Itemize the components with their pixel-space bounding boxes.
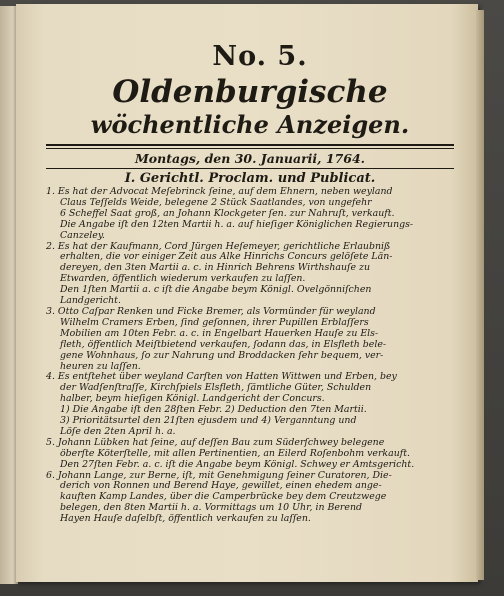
notice-line: 6. Johann Lange, zur Berne, iſt, mit Genehmigung ſeiner Curatoren, Die-: [46, 470, 392, 481]
masthead-title: Oldenburgische: [112, 74, 388, 110]
notice-entry: [46, 372, 454, 437]
notice-entry: [46, 307, 454, 372]
notice-line: 3. Otto Caſpar Renken und Ficke Bremer, als Vormünder für weyland: [46, 306, 376, 317]
notice-entry: [46, 471, 454, 526]
notice-line: Mobilien am 10ten Febr. a. c. in Engelbart Hauerken Hauſe zu Els-: [60, 328, 379, 339]
notice-line: Den 27ſten Febr. a. c. iſt die Angabe beym Königl. Schwey er Amtsgericht.: [60, 459, 415, 470]
notice-line: Canzeley.: [60, 230, 105, 241]
dateline-rule: [46, 168, 454, 169]
issue-number: No. 5.: [212, 41, 308, 72]
notice-line: 4. Es entſtehet über weyland Carſten von Hatten Wittwen und Erben, bey: [46, 372, 397, 383]
masthead-subtitle: wöchentliche Anzeigen.: [90, 110, 410, 139]
notice-entry: [46, 187, 454, 242]
notice-line: 2. Es hat der Kaufmann, Cord Jürgen Heſemeyer, gerichtliche Erlaubniß: [46, 241, 391, 252]
notice-line: öberſte Köterſtelle, mit allen Pertinentien, an Eilerd Roſenbohm verkauft.: [60, 448, 410, 459]
section-title: I. Gerichtl. Proclam. und Publicat.: [124, 171, 376, 186]
notice-line: 1) Die Angabe iſt den 28ſten Febr. 2) Deduction den 7ten Martii.: [60, 405, 367, 416]
notice-list: [46, 187, 454, 525]
notice-line: Hayen Hauſe daſelbſt, öffentlich verkaufen zu laſſen.: [60, 514, 311, 525]
notice-line: 5. Johann Lübken hat ſeine, auf deſſen Bau zum Süderſchwey belegene: [46, 437, 385, 448]
notice-line: Landgericht.: [60, 296, 121, 307]
notice-line: gene Wohnhaus, ſo zur Nahrung und Broddacken ſehr bequem, ver-: [60, 350, 384, 361]
notice-line: derich von Ronnen und Berend Haye, gewillet, einen ehedem ange-: [60, 481, 382, 492]
notice-line: dereyen, den 3ten Martii a. c. in Hinrich Behrens Wirthshauſe zu: [60, 263, 370, 274]
notice-line: belegen, den 8ten Martii h. a. Vormittags um 10 Uhr, in Berend: [60, 503, 362, 514]
notice-line: kauften Kamp Landes, über die Camperbrücke bey dem Creutzwege: [60, 492, 387, 503]
page-edge: [476, 10, 484, 580]
notice-line: 1. Es hat der Advocat Meſebrinck ſeine, auf dem Ehnern, neben weyland: [46, 187, 393, 197]
notice-line: 3) Prioritätsurtel den 21ſten ejusdem und 4) Verganntung und: [60, 416, 357, 427]
newspaper-page: [16, 4, 478, 582]
notice-entry: [46, 438, 454, 471]
dateline: Montags, den 30. Januarii, 1764.: [134, 151, 366, 166]
notice-line: 6 Scheffel Saat groß, an Johann Klockgeter ſen. zur Nahruſt, verkauft.: [60, 208, 395, 219]
notice-line: Etwarden, öffentlich wiederum verkaufen zu laſſen.: [60, 274, 306, 285]
notice-line: Löſe den 2ten April h. a.: [60, 426, 176, 437]
page-content: [46, 42, 454, 525]
notice-line: Die Angabe iſt den 12ten Martii h. a. auf hieſiger Königlichen Regierungs-: [60, 219, 414, 230]
notice-line: Wilhelm Cramers Erben, ſind geſonnen, ihrer Pupillen Erblaſſers: [60, 317, 369, 328]
notice-line: halber, beym hieſigen Königl. Landgericht der Concurs.: [60, 394, 325, 405]
notice-line: Claus Teſſelds Weide, belegene 2 Stück Saatlandes, von ungefehr: [60, 197, 372, 208]
notice-line: Den 1ſten Martii a. c iſt die Angabe beym Königl. Ovelgönniſchen: [60, 285, 372, 296]
notice-line: der Wadſenſtraſſe, Kirchſpiels Elsfleth, ſämtliche Güter, Schulden: [60, 383, 372, 394]
masthead-rule: [46, 144, 454, 149]
notice-line: erhalten, die vor einiger Zeit aus Alke Hinrichs Concurs gelöſete Län-: [60, 252, 393, 263]
notice-line: fleth, öffentlich Meiſtbietend verkaufen, ſodann das, in Elsfleth bele-: [60, 339, 387, 350]
notice-entry: [46, 242, 454, 307]
notice-line: heuren zu laſſen.: [60, 361, 141, 372]
